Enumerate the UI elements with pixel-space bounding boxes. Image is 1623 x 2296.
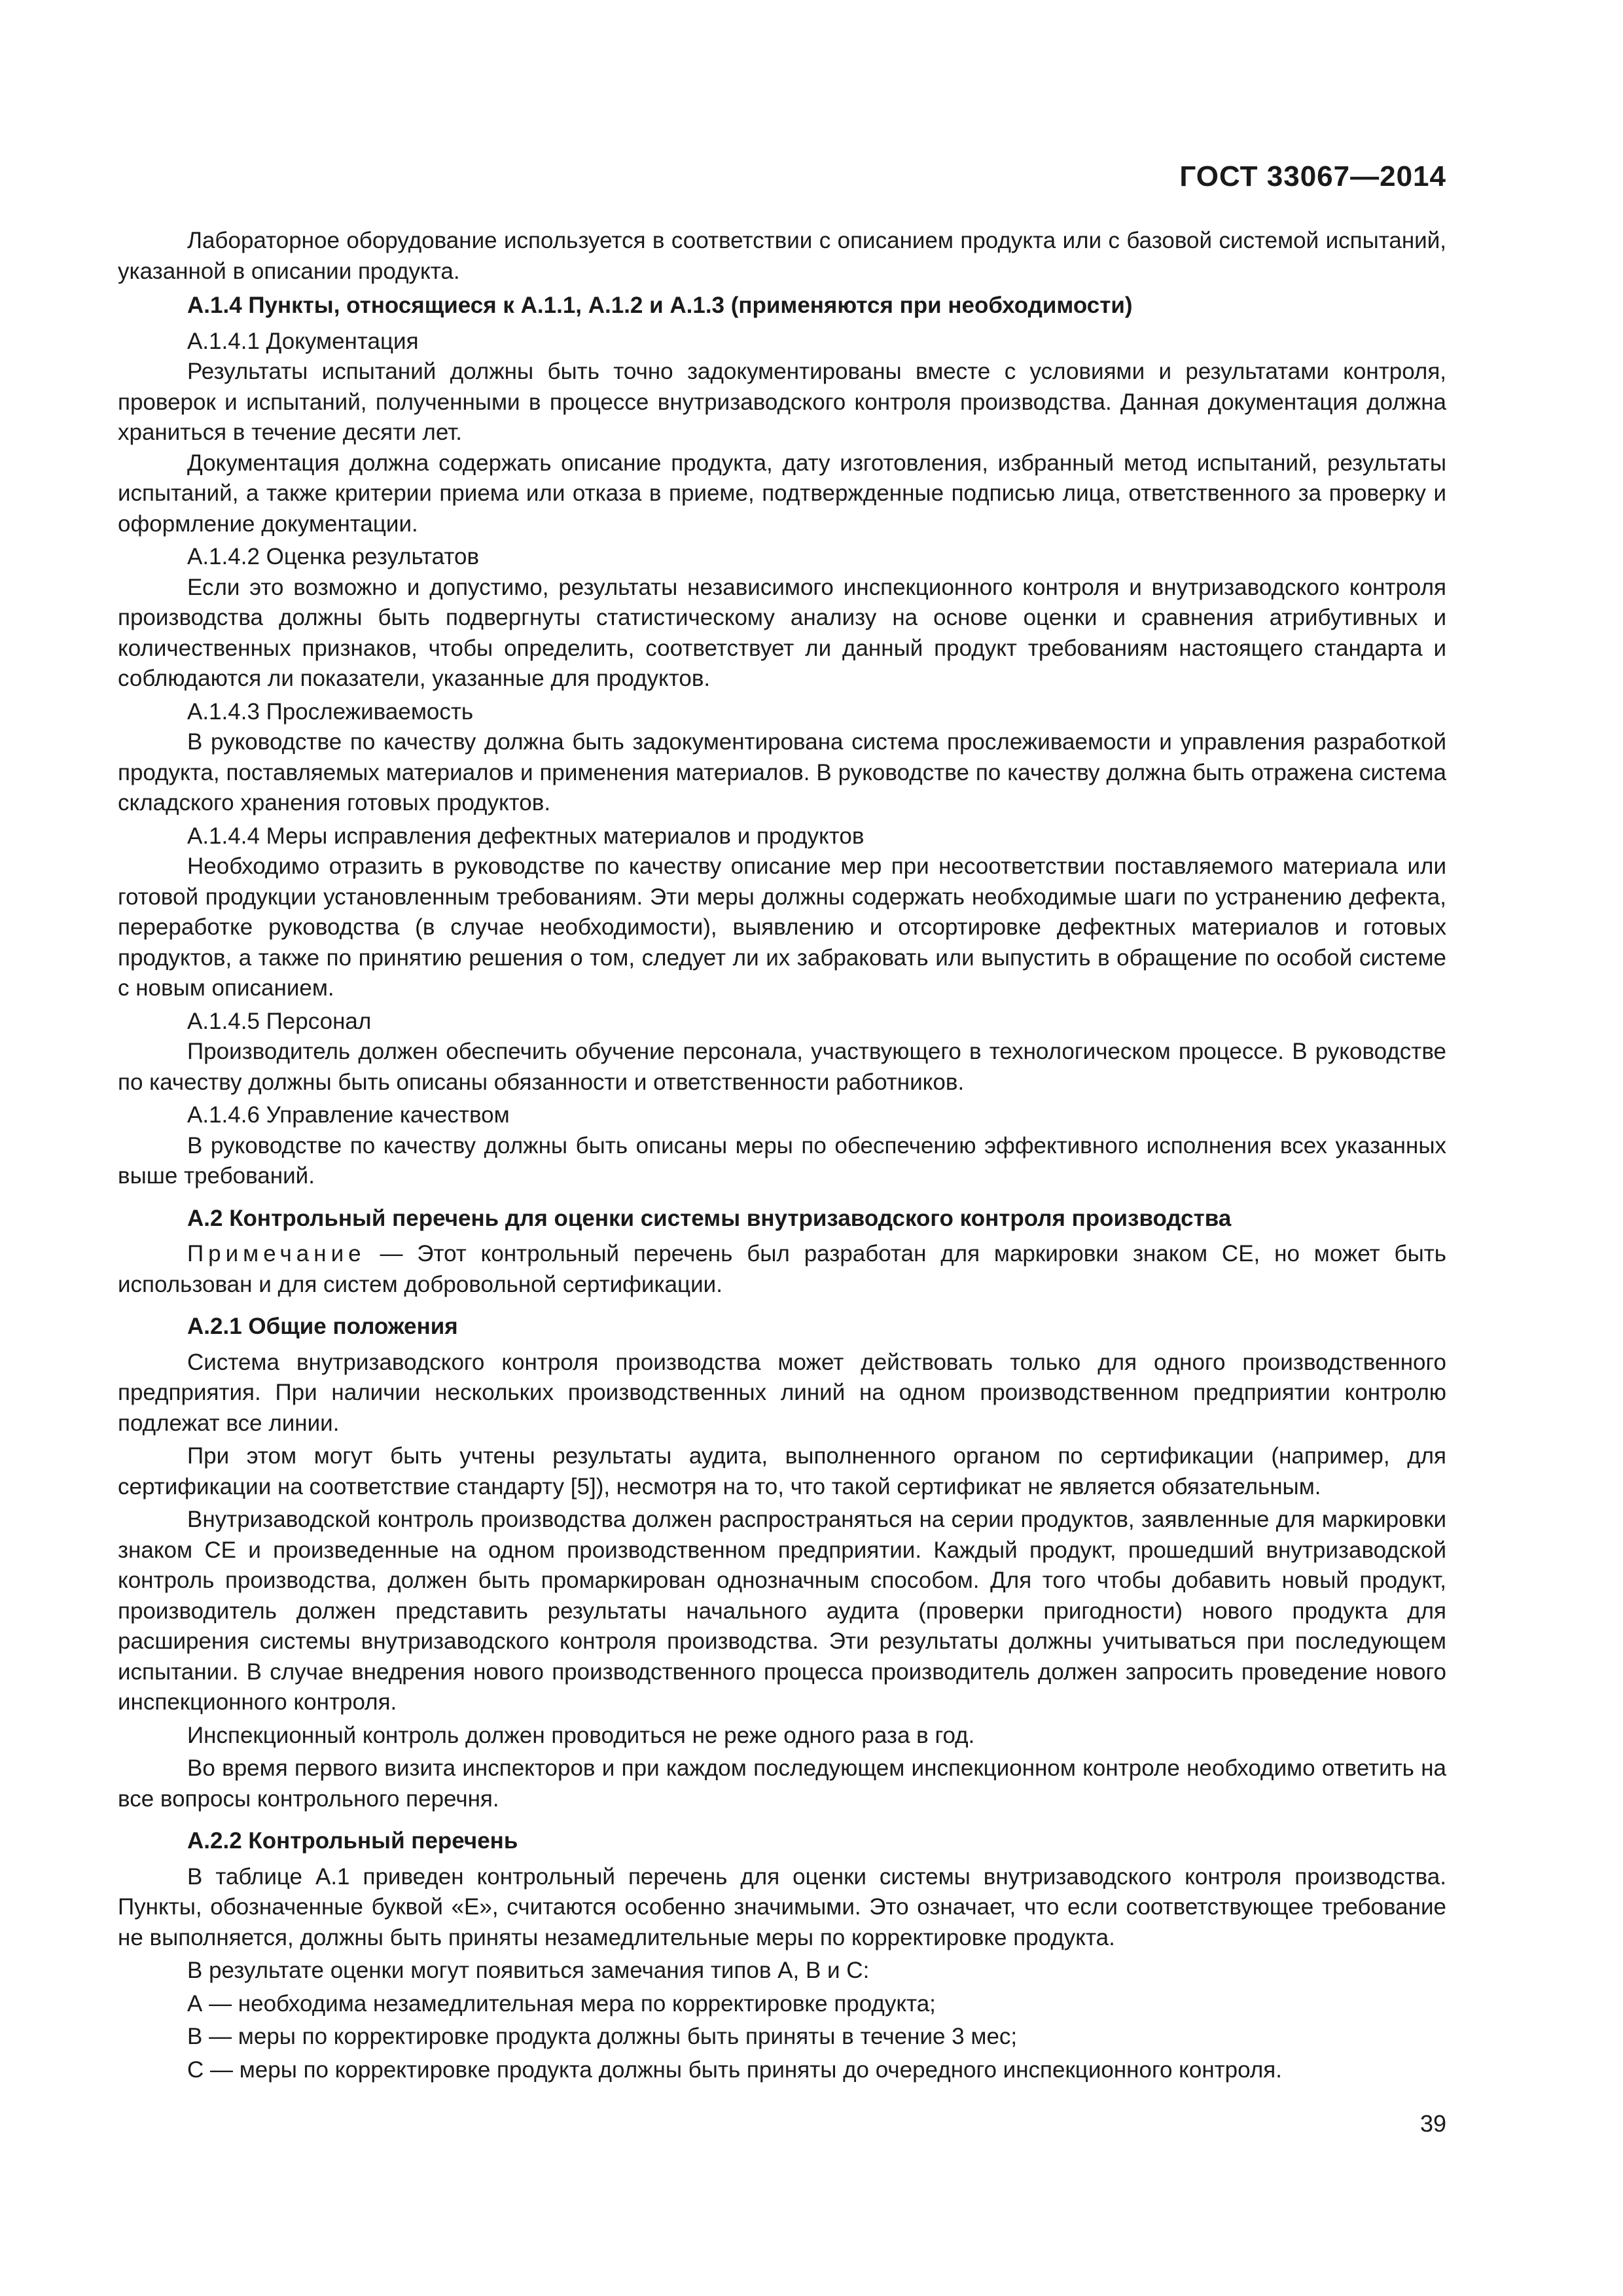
paragraph: При этом могут быть учтены результаты аудита, выполненного органом по сертификации (например, для сертификации на соответствие стандарту [5]), несмотря на то, что такой сертификат не является обязательным. [118,1443,1446,1499]
subsection-title-corrective-measures: А.1.4.4 Меры исправления дефектных материалов и продуктов [187,823,865,849]
list-item: С — меры по корректировке продукта должны быть приняты до очередного инспекционного контроля. [187,2056,1282,2083]
document-body [118,226,1446,2085]
paragraph: Внутризаводской контроль производства должен распространяться на серии продуктов, заявленные для маркировки знаком СЕ и произведенные на одном производственном предприятии. Каждый продукт, прошедший внутризаводской контроль производства, должен быть промаркирован однозначным способом. Для того чтобы добавить новый продукт, производитель должен представить результаты начального аудита (проверки пригодности) нового продукта для расширения системы внутризаводского контроля производства. Эти результаты должны учитываться при последующем испытании. В случае внедрения нового производственного процесса производитель должен запросить проведение нового инспекционного контроля. [118,1507,1446,1715]
subsection-title-traceability: А.1.4.3 Прослеживаемость [187,698,474,725]
paragraph: В руководстве по качеству должны быть описаны меры по обеспечению эффективного исполнения всех указанных выше требований. [118,1132,1446,1189]
note-label: Примечание [187,1241,366,1266]
list-item: А — необходима незамедлительная мера по корректировке продукта; [187,1990,936,2017]
paragraph: Если это возможно и допустимо, результаты независимого инспекционного контроля и внутризаводского контроля производства должны быть подвергнуты статистическому анализу на основе оценки и сравнения атрибутивных и количественных признаков, чтобы определить, соответствует ли данный продукт требованиям настоящего стандарта и соблюдаются ли показатели, указанные для продуктов. [118,574,1446,691]
standard-code-header: ГОСТ 33067—2014 [1179,160,1446,192]
paragraph: В руководстве по качеству должна быть задокументирована система прослеживаемости и управления разработкой продукта, поставляемых материалов и применения материалов. В руководстве по качеству должна быть отражена система складского хранения готовых продуктов. [118,729,1446,816]
paragraph: Документация должна содержать описание продукта, дату изготовления, избранный метод испытаний, результаты испытаний, а также критерии приема или отказа в приеме, подтвержденные подписью лица, ответственного за проверку и оформление документации. [118,450,1446,537]
paragraph: Необходимо отразить в руководстве по качеству описание мер при несоответствии поставляемого материала или готовой продукции установленным требованиям. Эти меры должны содержать необходимые шаги по устранению дефекта, переработке руководства (в случае необходимости), выявлению и отсортировке дефектных материалов и готовых продуктов, а также по принятию решения о том, следует ли их забраковать или выпустить в обращение по особой системе с новым описанием. [118,853,1446,1001]
note-paragraph [118,1239,1446,1300]
section-heading-a21: А.2.1 Общие положения [187,1314,458,1339]
list-item: В — меры по корректировке продукта должны быть приняты в течение 3 мес; [187,2024,1018,2049]
subsection-title-documentation: А.1.4.1 Документация [187,328,419,354]
section-heading-a2: А.2 Контрольный перечень для оценки системы внутризаводского контроля производства [187,1205,1232,1231]
subsection-title-results-evaluation: А.1.4.2 Оценка результатов [187,544,480,569]
subsection-title-personnel: А.1.4.5 Персонал [187,1008,372,1034]
paragraph: Инспекционный контроль должен проводиться не реже одного раза в год. [187,1722,975,1748]
subsection-title-quality-management: А.1.4.6 Управление качеством [187,1102,510,1128]
paragraph: Система внутризаводского контроля производства может действовать только для одного производственного предприятия. При наличии нескольких производственных линий на одном производственном предприятии контролю подлежат все линии. [118,1349,1446,1436]
paragraph: В результате оценки могут появиться замечания типов А, В и С: [187,1958,870,1983]
paragraph: В таблице А.1 приведен контрольный перечень для оценки системы внутризаводского контроля производства. Пункты, обозначенные буквой «Е», считаются особенно значимыми. Это означает, что если соответствующее требование не выполняется, должны быть приняты незамедлительные меры по корректировке продукта. [118,1863,1446,1950]
section-heading-a14: А.1.4 Пункты, относящиеся к А.1.1, А.1.2 и А.1.3 (применяются при необходимости) [187,293,1133,318]
paragraph: Результаты испытаний должны быть точно задокументированы вместе с условиями и результатами контроля, проверок и испытаний, полученными в процессе внутризаводского контроля производства. Данная документация должна храниться в течение десяти лет. [118,359,1446,445]
paragraph: Во время первого визита инспекторов и при каждом последующем инспекционном контроле необходимо ответить на все вопросы контрольного перечня. [118,1755,1446,1812]
paragraph: Производитель должен обеспечить обучение персонала, участвующего в технологическом процессе. В руководстве по качеству должны быть описаны обязанности и ответственности работников. [118,1039,1446,1095]
section-heading-a22: А.2.2 Контрольный перечень [187,1828,518,1854]
intro-paragraph: Лабораторное оборудование используется в соответствии с описанием продукта или с базовой системой испытаний, указанной в описании продукта. [118,228,1446,284]
note-text: — Этот контрольный перечень был разработан для маркировки знаком СЕ, но может быть использован и для систем добровольной сертификации. [118,1241,1446,1297]
page-number: 39 [1419,2110,1446,2137]
